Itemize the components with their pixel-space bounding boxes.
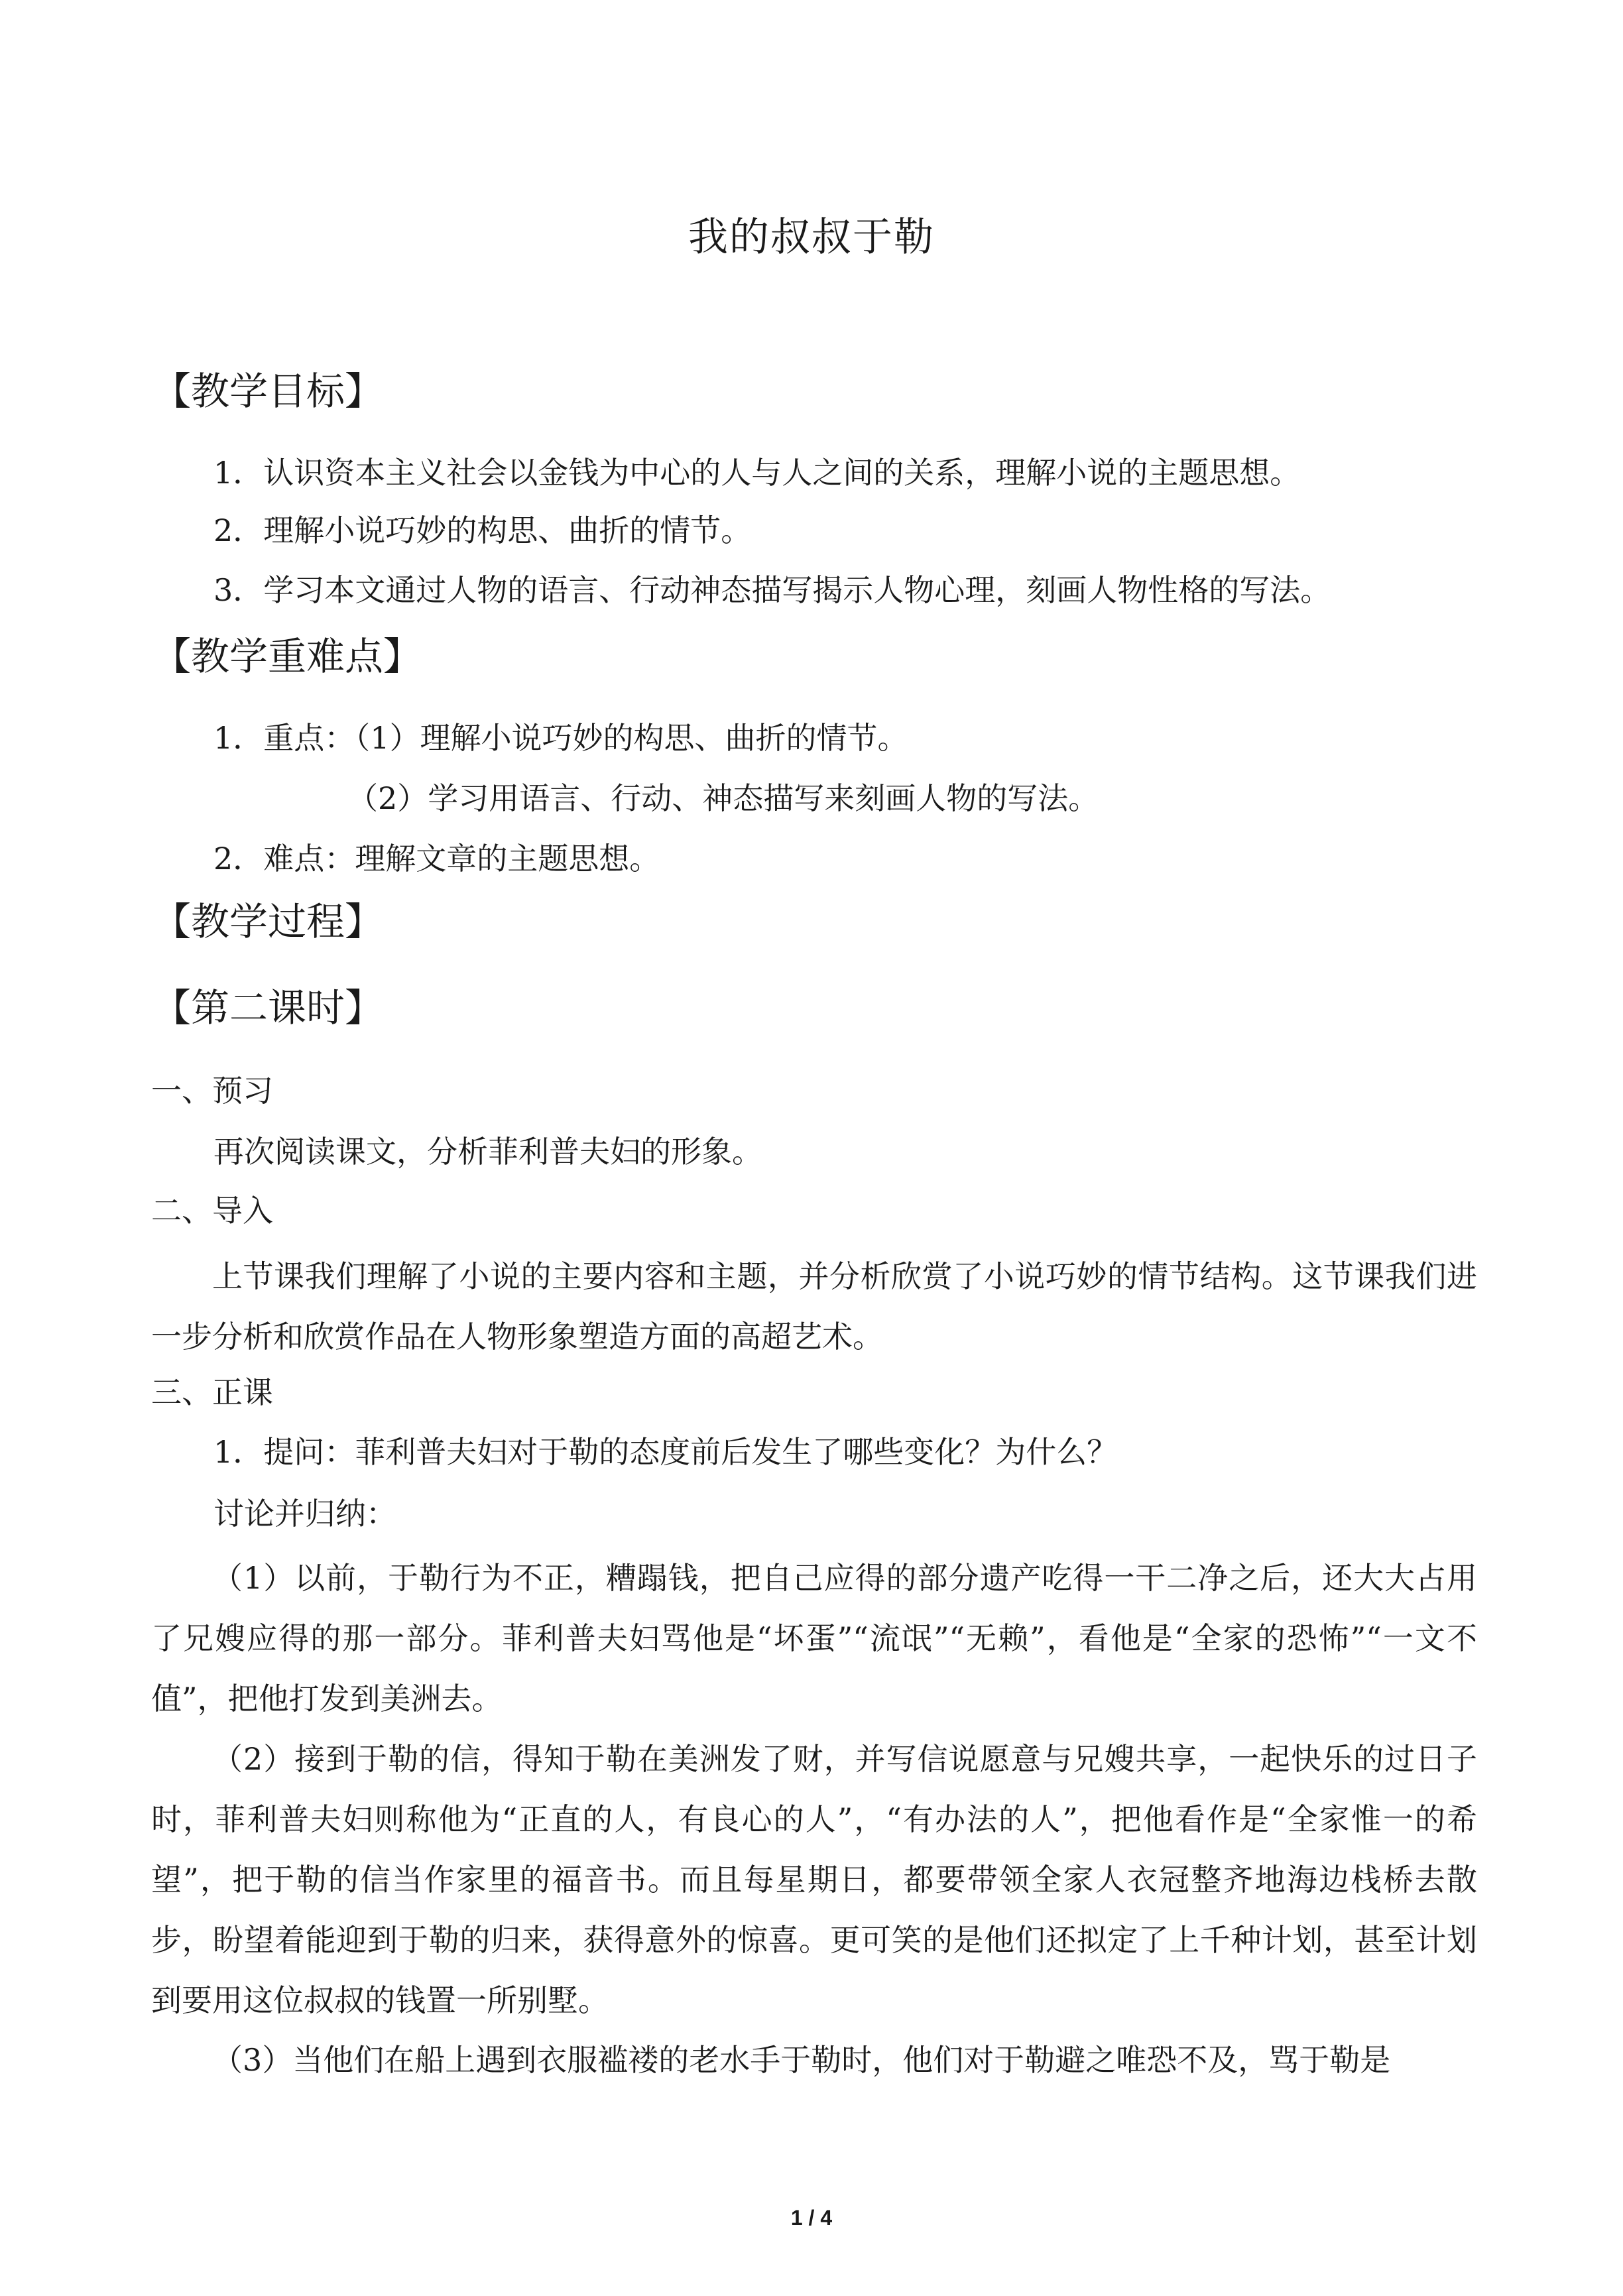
- section-heading-objectives: 【教学目标】: [152, 369, 384, 414]
- page-number: 1 / 4: [790, 2206, 833, 2230]
- page-title: 我的叔叔于勒: [688, 214, 935, 261]
- discussion-point-2: （2）接到于勒的信，得知于勒在美洲发了财，并写信说愿意与兄嫂共享，一起快乐的过日子时，菲利普夫妇则称他为“正直的人，有良心的人”，“有办法的人”，把他看作是“全家惟一的希望”，把于勒的信当作家里的福音书。而且每星期日，都要带领全家人衣冠整齐地海边栈桥去散步，盼望着能迎到于勒的归来，获得意外的惊喜。更可笑的是他们还拟定了上千种计划，甚至计划到要用这位叔叔的钱置一所别墅。: [151, 1741, 1477, 2018]
- step-heading-preview: 一、预习: [151, 1073, 273, 1109]
- step-text-preview: 再次阅读课文，分析菲利普夫妇的形象。: [213, 1134, 762, 1170]
- step-heading-intro: 二、导入: [151, 1193, 273, 1229]
- objective-item: 3．学习本文通过人物的语言、行动神态描写揭示人物心理，刻画人物性格的写法。: [213, 572, 1331, 608]
- discussion-label: 讨论并归纳：: [213, 1496, 396, 1532]
- discussion-point-1: （1）以前，于勒行为不正，糟蹋钱，把自己应得的部分遗产吃得一干二净之后，还大大占用了兄嫂应得的那一部分。菲利普夫妇骂他是“坏蛋”“流氓”“无赖”，看他是“全家的恐怖”“一文不值”，把他打发到美洲去。: [151, 1560, 1477, 1717]
- section-heading-keypoints: 【教学重难点】: [152, 634, 422, 679]
- objective-item: 2．理解小说巧妙的构思、曲折的情节。: [213, 513, 752, 548]
- section-heading-process: 【教学过程】: [152, 899, 384, 944]
- step-text-intro: 上节课我们理解了小说的主要内容和主题，并分析欣赏了小说巧妙的情节结构。这节课我们进一步分析和欣赏作品在人物形象塑造方面的高超艺术。: [151, 1258, 1477, 1355]
- objective-item: 1．认识资本主义社会以金钱为中心的人与人之间的关系，理解小说的主题思想。: [213, 455, 1301, 491]
- question-text: 1．提问：菲利普夫妇对于勒的态度前后发生了哪些变化？为什么？: [213, 1434, 1118, 1470]
- keypoint-item: 2．难点：理解文章的主题思想。: [213, 841, 660, 876]
- step-heading-main: 三、正课: [151, 1374, 273, 1410]
- discussion-point-3: （3）当他们在船上遇到衣服褴褛的老水手于勒时，他们对于勒避之唯恐不及，骂于勒是: [212, 2042, 1391, 2078]
- keypoint-subitem: （2）学习用语言、行动、神态描写来刻画人物的写法。: [347, 780, 1099, 816]
- section-heading-second-lesson: 【第二课时】: [152, 985, 384, 1030]
- keypoint-item: 1．重点：（1）理解小说巧妙的构思、曲折的情节。: [213, 720, 908, 756]
